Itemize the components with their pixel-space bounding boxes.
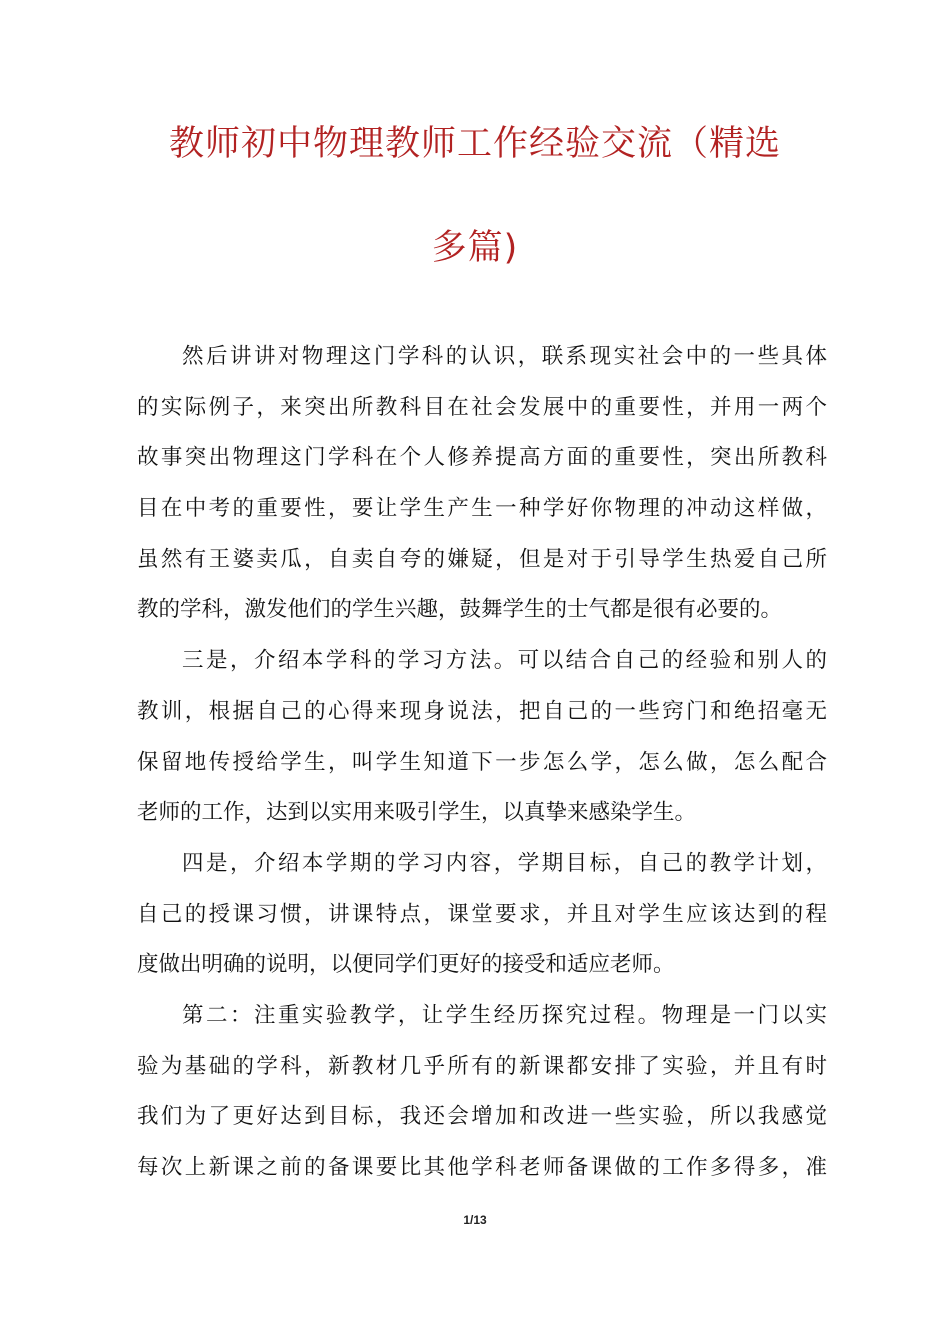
body-text-line: 自己的授课习惯，讲课特点，课堂要求，并且对学生应该达到的程 — [137, 901, 827, 927]
body-text-line: 教的学科，激发他们的学生兴趣，鼓舞学生的士气都是很有必要的。 — [137, 597, 783, 623]
body-text-line: 三是，介绍本学科的学习方法。可以结合自己的经验和别人的 — [182, 648, 827, 674]
body-text-line: 我们为了更好达到目标，我还会增加和改进一些实验，所以我感觉 — [137, 1104, 827, 1130]
body-text-line: 的实际例子，来突出所教科目在社会发展中的重要性，并用一两个 — [137, 394, 827, 420]
body-text-line: 然后讲讲对物理这门学科的认识，联系现实社会中的一些具体 — [182, 344, 827, 369]
body-text-line: 目在中考的重要性，要让学生产生一种学好你物理的冲动这样做， — [137, 496, 827, 522]
document-title-line-1: 教师初中物理教师工作经验交流（精选 — [168, 124, 781, 164]
body-text-line: 四是，介绍本学期的学习内容，学期目标，自己的教学计划， — [182, 850, 827, 876]
document-title-line-2: 多篇) — [431, 228, 519, 268]
body-text-line: 验为基础的学科，新教材几乎所有的新课都安排了实验，并且有时 — [137, 1053, 827, 1079]
body-text-line: 第二：注重实验教学，让学生经历探究过程。物理是一门以实 — [182, 1002, 827, 1028]
body-text-line: 故事突出物理这门学科在个人修养提高方面的重要性，突出所教科 — [137, 445, 827, 471]
body-text-line: 虽然有王婆卖瓜，自卖自夸的嫌疑，但是对于引导学生热爱自己所 — [137, 546, 827, 572]
document-body — [137, 332, 827, 1194]
body-text-line: 度做出明确的说明，以便同学们更好的接受和适应老师。 — [137, 952, 675, 978]
body-text-line: 老师的工作，达到以实用来吸引学生，以真挚来感染学生。 — [137, 800, 697, 826]
body-text-line: 每次上新课之前的备课要比其他学科老师备课做的工作多得多，准 — [137, 1155, 827, 1180]
page-number: 1/13 — [463, 1213, 487, 1227]
body-text-line: 保留地传授给学生，叫学生知道下一步怎么学，怎么做，怎么配合 — [137, 749, 827, 775]
body-text-line: 教训，根据自己的心得来现身说法，把自己的一些窍门和绝招毫无 — [137, 698, 827, 724]
